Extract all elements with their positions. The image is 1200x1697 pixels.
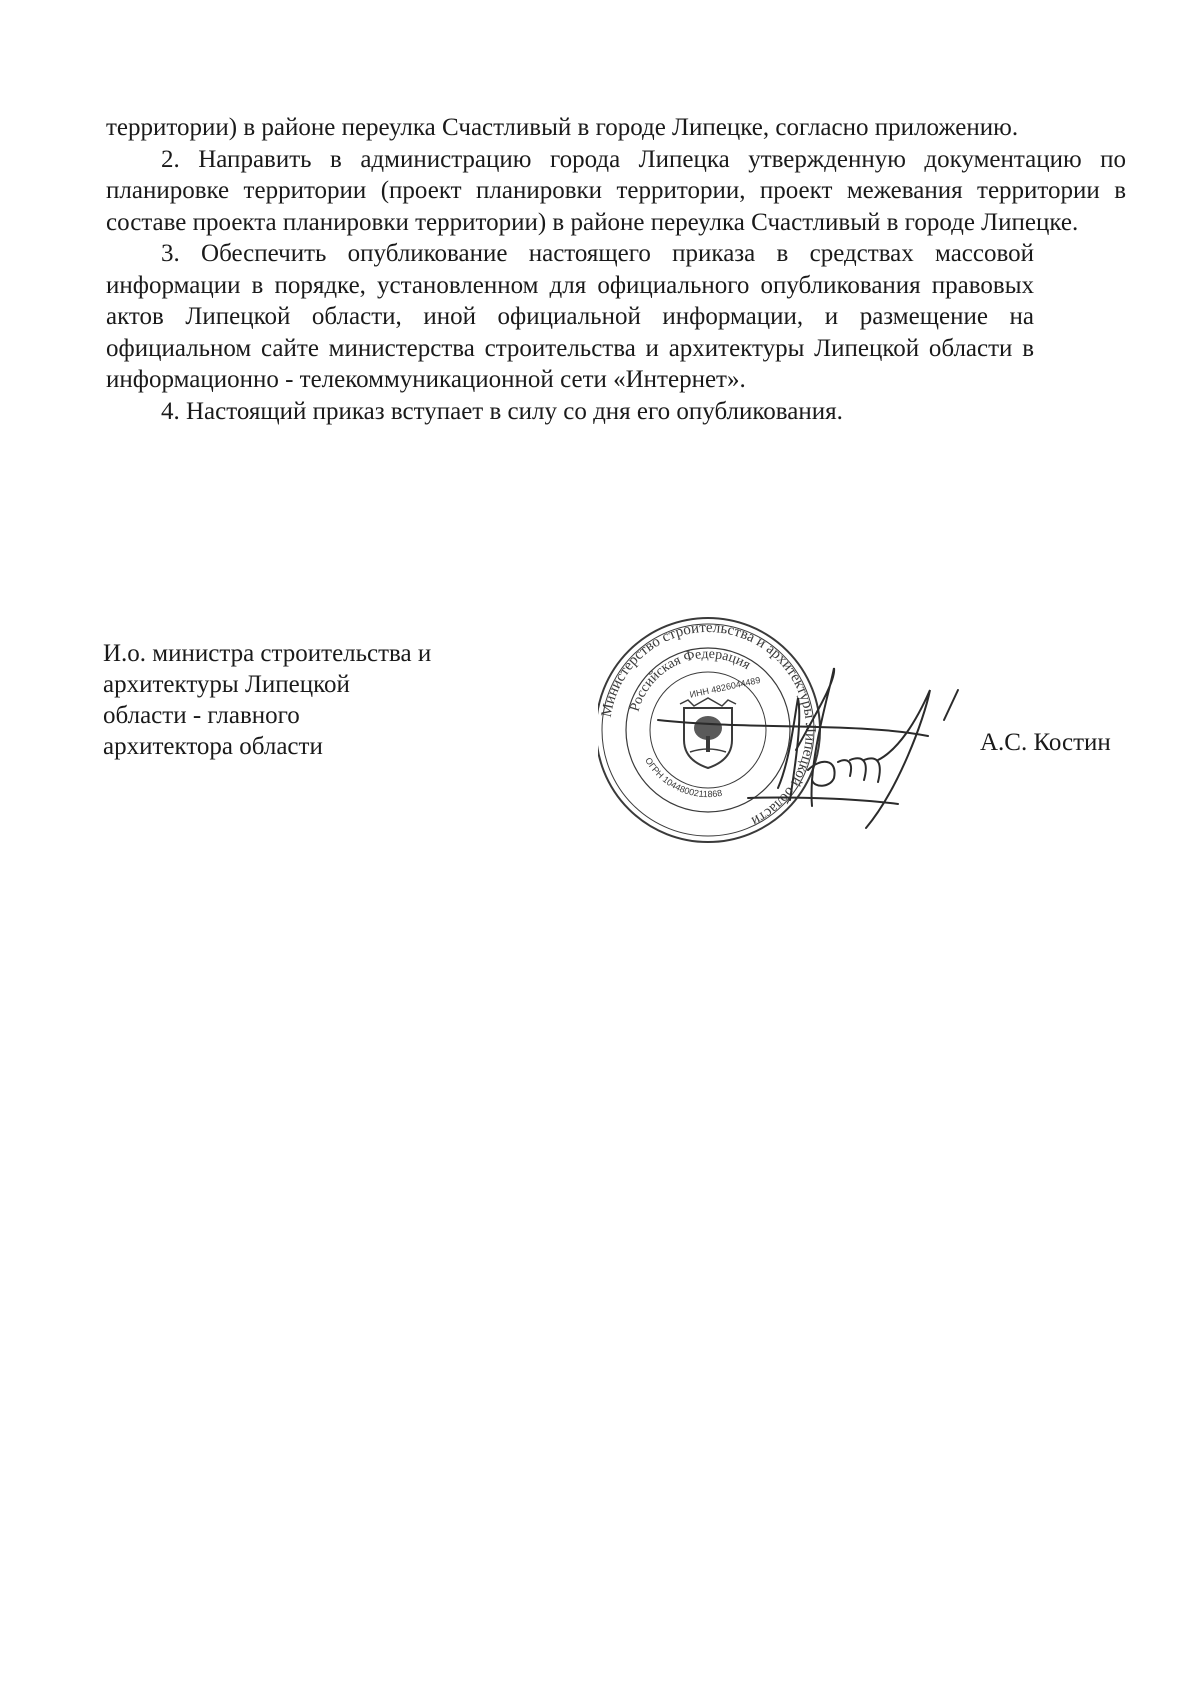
paragraph-continuation: территории) в районе переулка Счастливый в городе Липецке, согласно приложению.: [106, 114, 1019, 141]
seal-ogrn: ОГРН 1044800211868: [643, 755, 723, 800]
signatory-line: области - главного: [103, 702, 300, 729]
signatory-line: архитектора области: [103, 733, 323, 760]
paragraph-item-4: 4. Настоящий приказ вступает в силу со дня его опубликования.: [161, 397, 843, 425]
seal-icon: [598, 610, 978, 850]
official-seal-and-signature: [598, 610, 978, 850]
order-body-text: [106, 112, 1126, 427]
signatory-line: архитектуры Липецкой: [103, 671, 350, 698]
seal-outer-text: Министерство строительства и архитектуры Липецкой области: [598, 619, 819, 829]
paragraph-item-2: 2. Направить в администрацию города Липецка утвержденную документацию по планировке территории (проект планировки территории, проект межевания территории в составе проекта планировки территории) в районе переулка Счастливый в городе Липецке.: [106, 145, 1126, 236]
seal-inn: ИНН 4826044489: [688, 674, 762, 700]
signatory-position: [103, 638, 503, 762]
coat-of-arms-icon: [680, 698, 736, 768]
signatory-line: И.о. министра строительства и: [103, 640, 432, 667]
signer-name: А.С. Костин: [980, 729, 1111, 756]
seal-inner-text: Российская Федерация: [627, 646, 753, 714]
paragraph-item-3: 3. Обеспечить опубликование настоящего приказа в средствах массовой информации в порядке, установленном для официального опубликования правовых актов Липецкой области, иной официальной информации, и размещение на официальном сайте министерства строительства и архитектуры Липецкой области в информационно - телекоммуникационной сети «Интернет».: [106, 240, 1034, 393]
